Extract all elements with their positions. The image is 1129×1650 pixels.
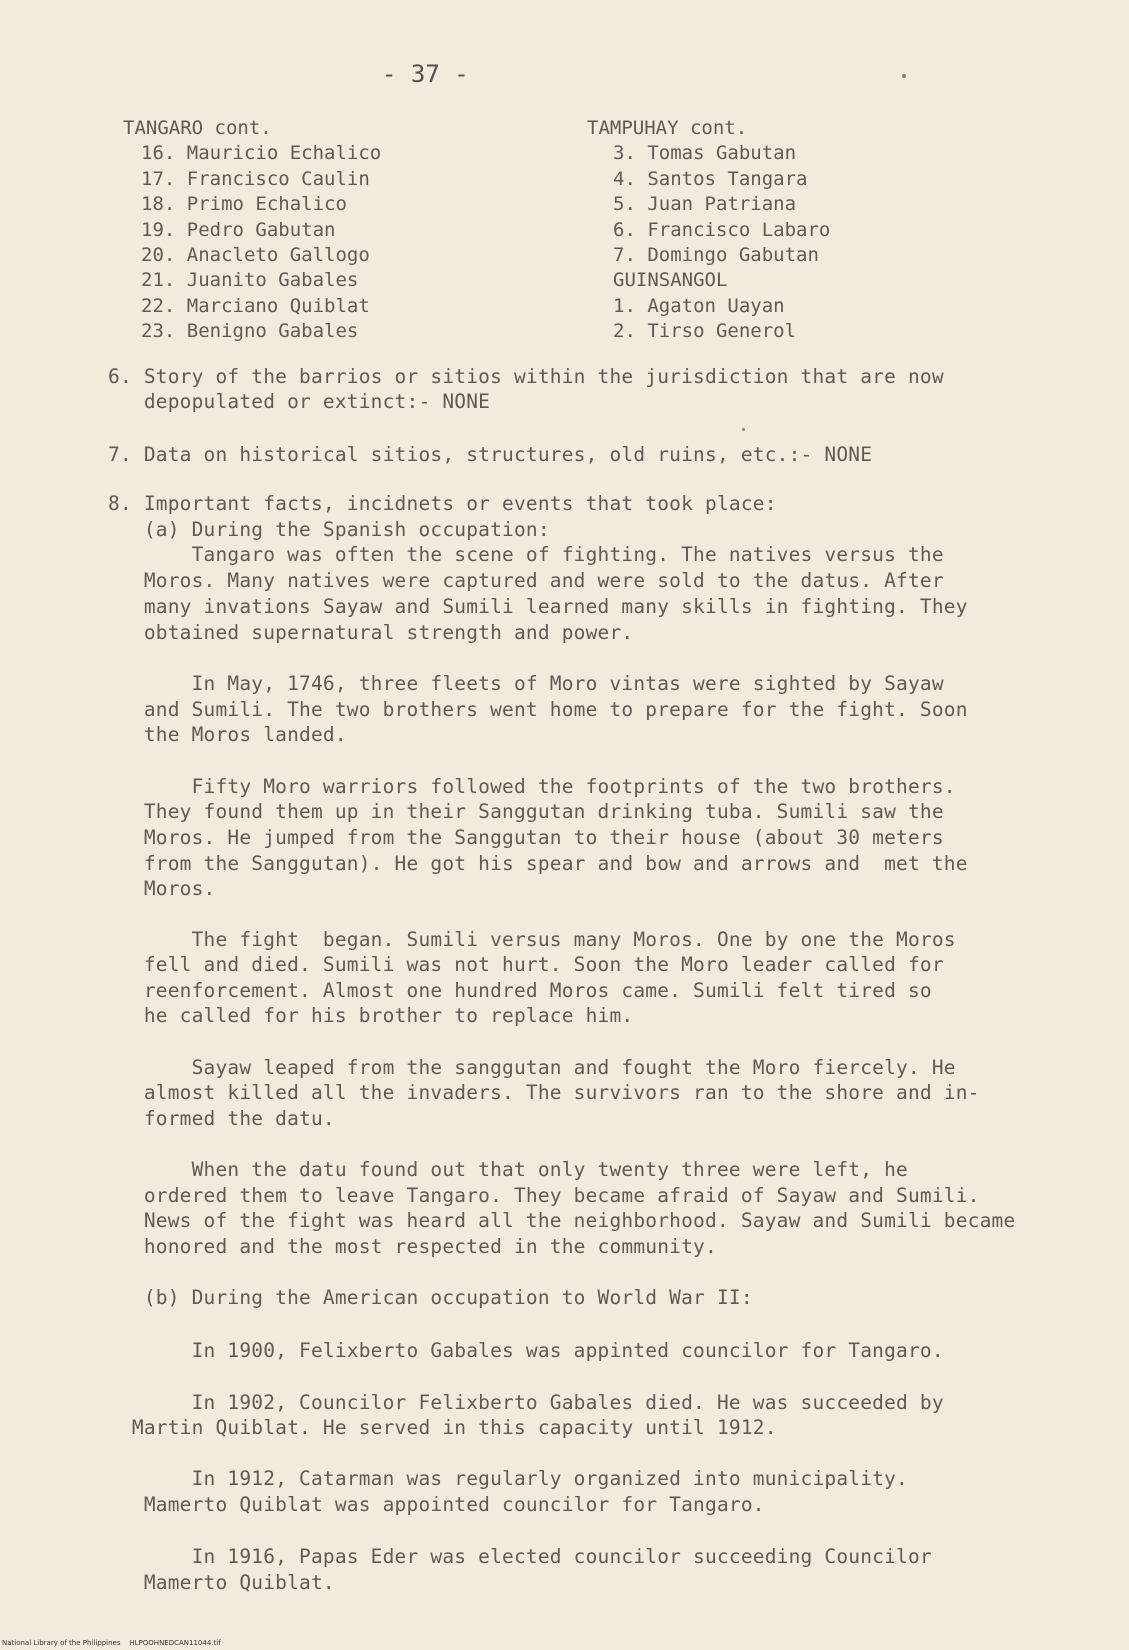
text-line: In 1912, Catarman was regularly organized into municipality. xyxy=(108,1467,908,1490)
text-line: Mamerto Quiblat. xyxy=(108,1571,335,1594)
list-item: 3. Tomas Gabutan xyxy=(613,142,797,165)
paper-speck xyxy=(902,74,906,78)
text-line: obtained supernatural strength and power. xyxy=(108,621,634,644)
list-item: 4. Santos Tangara xyxy=(613,167,808,190)
text-line: The fight began. Sumili versus many Moros. One by one the Moros xyxy=(108,928,956,951)
text-line: In May, 1746, three fleets of Moro vintas were sighted by Sayaw xyxy=(108,672,944,695)
list-item: 2. Tirso Generol xyxy=(613,320,797,343)
text-line: Moros. Many natives were captured and were sold to the datus. After xyxy=(108,569,944,592)
list-item: 19. Pedro Gabutan xyxy=(141,218,336,241)
left-name-column xyxy=(123,116,381,345)
list-item: 21. Juanito Gabales xyxy=(141,269,359,292)
scan-footer: National Library of the Philippines HLPOOHNEDCAN11044.tif xyxy=(2,1639,221,1647)
text-line: from the Sanggutan). He got his spear and bow and arrows and met the xyxy=(108,852,968,875)
text-line: Moros. xyxy=(108,877,216,900)
text-line: ordered them to leave Tangaro. They became afraid of Sayaw and Sumili. xyxy=(108,1184,980,1207)
text-line: honored and the most respected in the community. xyxy=(108,1235,717,1258)
text-line: and Sumili. The two brothers went home to prepare for the fight. Soon xyxy=(108,698,968,721)
right-column-header: TAMPUHAY cont. xyxy=(587,117,748,139)
text-line: Martin Quiblat. He served in this capacity until 1912. xyxy=(108,1416,777,1439)
text-line: the Moros landed. xyxy=(108,723,347,746)
text-line: almost killed all the invaders. The survivors ran to the shore and in- xyxy=(108,1081,980,1104)
list-item: 5. Juan Patriana xyxy=(613,193,797,216)
text-line: many invations Sayaw and Sumili learned many skills in fighting. They xyxy=(108,595,968,618)
list-item: 22. Marciano Quiblat xyxy=(141,294,370,317)
text-line: formed the datu. xyxy=(108,1107,335,1130)
text-line: In 1900, Felixberto Gabales was appinted councilor for Tangaro. xyxy=(108,1339,944,1362)
text-line: Fifty Moro warriors followed the footprints of the two brothers. xyxy=(108,775,956,798)
list-item: 18. Primo Echalico xyxy=(141,193,347,216)
list-item: 6. Francisco Labaro xyxy=(613,218,831,241)
paper-speck xyxy=(742,428,745,431)
text-line: he called for his brother to replace him. xyxy=(108,1004,634,1027)
text-line: News of the fight was heard all the neighborhood. Sayaw and Sumili became xyxy=(108,1209,1016,1232)
list-item: 1. Agaton Uayan xyxy=(613,294,785,317)
list-item: 20. Anacleto Gallogo xyxy=(141,244,370,267)
text-line: 8. Important facts, incidnets or events that took place: xyxy=(108,492,777,515)
text-line: Moros. He jumped from the Sanggutan to their house (about 30 meters xyxy=(108,826,944,849)
text-line: depopulated or extinct:- NONE xyxy=(108,390,491,413)
text-line: fell and died. Sumili was not hurt. Soon the Moro leader called for xyxy=(108,953,944,976)
text-line: Tangaro was often the scene of fighting. The natives versus the xyxy=(108,543,944,566)
page-number: - 37 - xyxy=(382,60,469,88)
right-column-subheader: GUINSANGOL xyxy=(613,269,728,292)
list-item: 16. Mauricio Echalico xyxy=(141,142,382,165)
text-line: reenforcement. Almost one hundred Moros came. Sumili felt tired so xyxy=(108,979,932,1002)
right-name-column xyxy=(587,116,830,345)
list-item: 23. Benigno Gabales xyxy=(141,320,359,343)
text-line: 6. Story of the barrios or sitios within the jurisdiction that are now xyxy=(108,365,944,388)
text-line: Mamerto Quiblat was appointed councilor for Tangaro. xyxy=(108,1493,765,1516)
text-line: They found them up in their Sanggutan drinking tuba. Sumili saw the xyxy=(108,800,944,823)
text-line: 7. Data on historical sitios, structures, old ruins, etc.:- NONE xyxy=(108,443,873,466)
text-line: In 1916, Papas Eder was elected councilor succeeding Councilor xyxy=(108,1545,932,1568)
text-line: (a) During the Spanish occupation: xyxy=(108,518,550,541)
text-line: Sayaw leaped from the sanggutan and fought the Moro fiercely. He xyxy=(108,1056,956,1079)
list-item: 7. Domingo Gabutan xyxy=(613,244,819,267)
text-line: When the datu found out that only twenty three were left, he xyxy=(108,1158,908,1181)
text-line: In 1902, Councilor Felixberto Gabales died. He was succeeded by xyxy=(108,1391,944,1414)
text-line: (b) During the American occupation to World War II: xyxy=(108,1286,753,1309)
list-item: 17. Francisco Caulin xyxy=(141,167,370,190)
left-column-header: TANGARO cont. xyxy=(123,117,272,139)
